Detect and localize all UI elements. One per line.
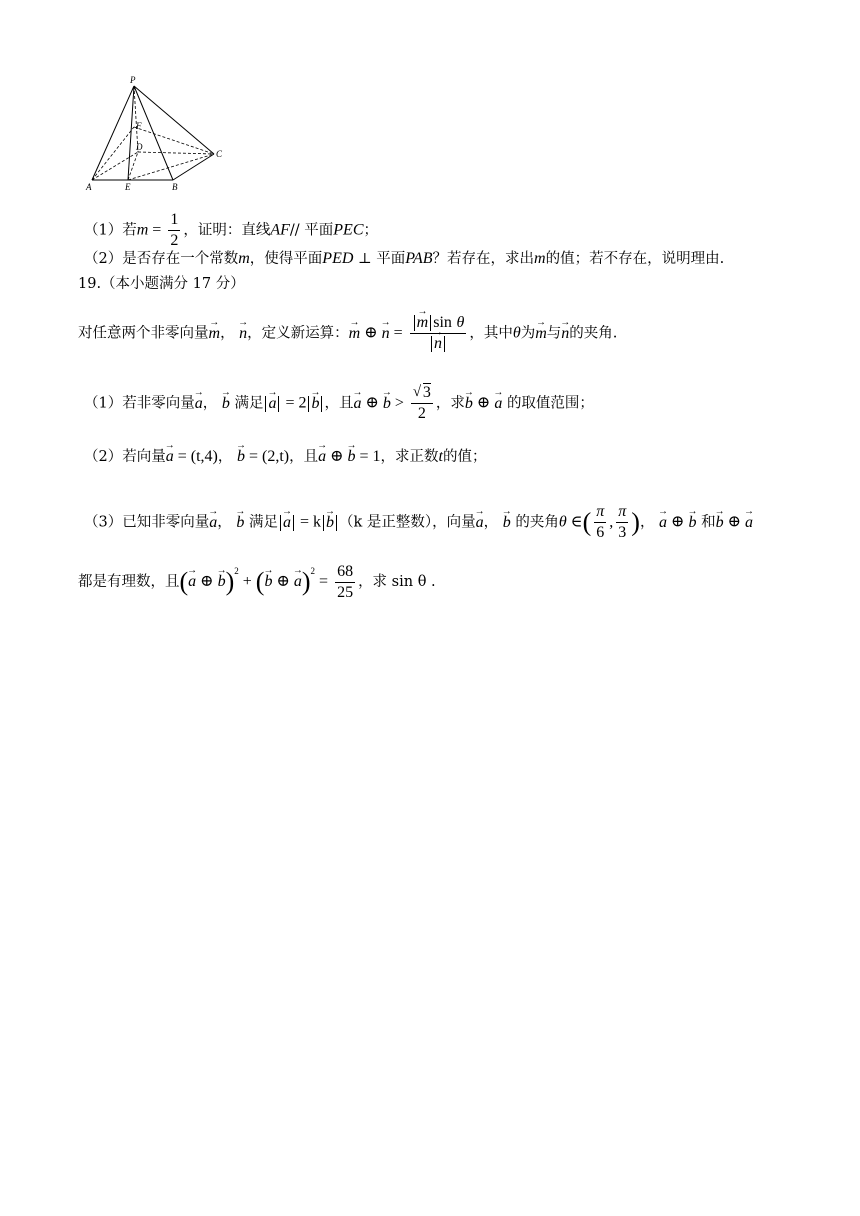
q18-part2: （2）是否存在一个常数m，使得平面PED ⊥ 平面PAB？若存在，求出m的值；若不存在，说明理由. xyxy=(84,250,725,267)
label-D: D xyxy=(136,142,143,152)
label-C: C xyxy=(216,149,223,159)
pyramid-figure xyxy=(80,74,240,194)
label-F: F xyxy=(136,121,142,131)
q19-header: 19.（本小题满分 17 分） xyxy=(78,276,245,292)
q18-part1: （1）若m = $\frac{1}{2}$ ，证明：直线AF// 平面PEC； xyxy=(84,211,378,249)
label-B: B xyxy=(172,182,178,192)
q19-definition: 对任意两个非零向量→ m， → n，定义新运算：→ m ⊕ → n = → m sin θ → n ，其中θ为→ m与→ n的夹角. xyxy=(78,313,617,354)
label-A: A xyxy=(86,182,92,192)
q19-part3: （3）已知非零向量→ a， → b 满足→ a = k→ b （k 是正整数），向量→ a， → b 的夹角θ ∈( $\frac{\pi}{6}$ , $\frac{\pi}{3}$ )， → a ⊕ → b 和→ b ⊕ → a xyxy=(84,502,753,543)
q19-part1: （1）若非零向量→ a， → b 满足→ a = 2→ b ，且→ a ⊕ → b > √ $\frac{3}{2}$ ，求→ b ⊕ → a 的取值范围； xyxy=(84,383,594,424)
label-P: P xyxy=(130,75,136,85)
label-E: E xyxy=(125,182,131,192)
q19-part3-cont: 都是有理数，且(→ a ⊕ → b)$^2$ + (→ b ⊕ → a)$^2$ = $\frac{68}{25}$ ，求 sin θ . xyxy=(78,561,436,603)
q19-part2: （2）若向量→ a = (t,4)， → b = (2,t)，且→ a ⊕ → b = 1，求正数t的值； xyxy=(84,447,486,467)
